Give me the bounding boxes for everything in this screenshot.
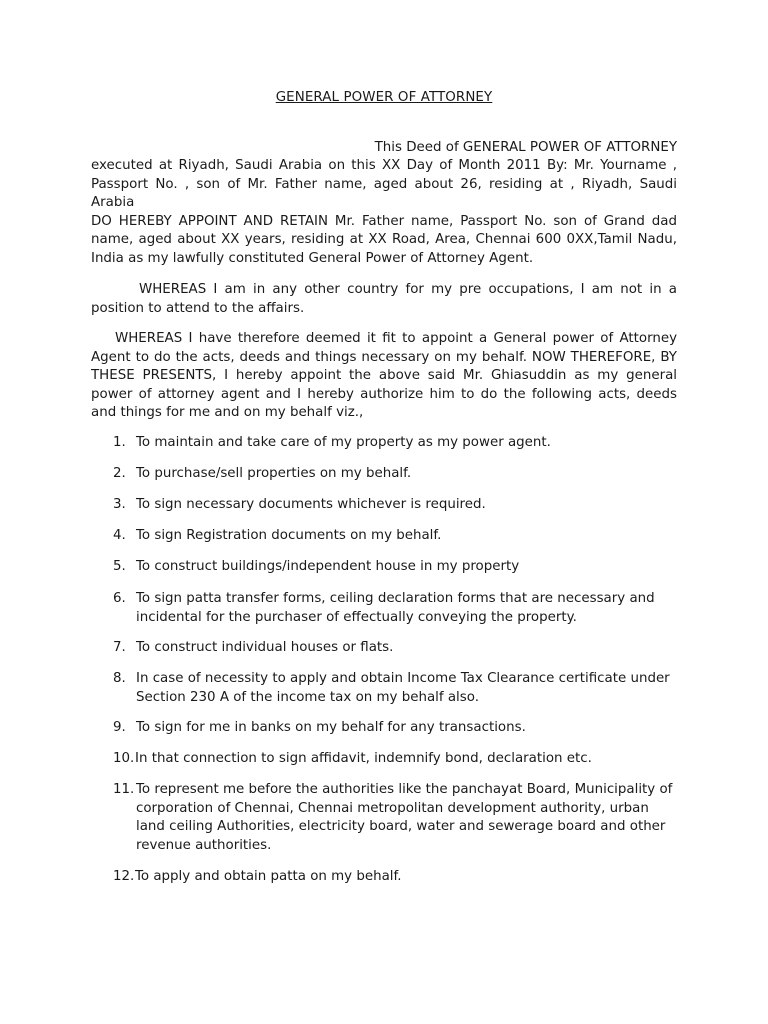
list-item-text: To construct buildings/independent house in my property — [136, 559, 520, 574]
list-item-number: 9. — [113, 720, 126, 735]
list-item-text: To sign patta transfer forms, ceiling declaration forms that are necessary and incidental for the purchaser of effectually conveying the property. — [136, 591, 655, 625]
list-item-text: In case of necessity to apply and obtain Income Tax Clearance certificate under Section 230 A of the income tax on my behalf also. — [136, 671, 670, 705]
whereas-paragraph-1: WHEREAS I am in any other country for my pre occupations, I am not in a position to attend to the affairs. — [91, 282, 677, 316]
list-item-text: To apply and obtain patta on my behalf. — [135, 869, 402, 884]
appointment-clause: DO HEREBY APPOINT AND RETAIN Mr. Father name, Passport No. son of Grand dad name, aged about XX years, residing at XX Road, Area, Chennai 600 0XX,Tamil Nadu, India as my lawfully constituted General Power of Attorney Agent. — [91, 213, 677, 266]
deed-opening-line: This Deed of GENERAL POWER OF ATTORNEY — [374, 140, 677, 155]
list-item-number: 5. — [113, 559, 126, 574]
list-item-text: To purchase/sell properties on my behalf. — [136, 466, 412, 481]
list-item-text: To construct individual houses or flats. — [136, 640, 394, 655]
deed-paragraph — [91, 157, 677, 268]
document-title: GENERAL POWER OF ATTORNEY — [275, 90, 493, 105]
list-item-number: 11. — [113, 782, 135, 797]
list-item-number: 4. — [113, 528, 126, 543]
whereas-paragraph-2: WHEREAS I have therefore deemed it fit to appoint a General power of Attorney Agent to do the acts, deeds and things necessary on my behalf. NOW THEREFORE, BY THESE PRESENTS, I hereby appoint the above said Mr. Ghiasuddin as my general power of attorney agent and I hereby authorize him to do the following acts, deeds and things for me and on my behalf viz., — [91, 331, 677, 420]
list-item-number: 3. — [113, 497, 126, 512]
list-item-text: To maintain and take care of my property as my power agent. — [136, 435, 551, 450]
list-item-text: To sign necessary documents whichever is required. — [136, 497, 486, 512]
list-item-number: 10. — [113, 751, 135, 766]
list-item-number: 7. — [113, 640, 126, 655]
list-item-number: 12. — [113, 869, 135, 884]
list-item-text: In that connection to sign affidavit, indemnify bond, declaration etc. — [135, 751, 592, 766]
deed-details: executed at Riyadh, Saudi Arabia on this XX Day of Month 2011 By: Mr. Yourname , Passport No. , son of Mr. Father name, aged about 26, residing at , Riyadh, Saudi Arabia — [91, 158, 677, 210]
list-item-text: To represent me before the authorities like the panchayat Board, Municipality of corporation of Chennai, Chennai metropolitan development authority, urban land ceiling Authorities, electricity board, water and sewerage board and other revenue authorities. — [136, 782, 673, 853]
list-item-number: 2. — [113, 466, 126, 481]
list-item-number: 8. — [113, 671, 126, 686]
list-item-number: 1. — [113, 435, 126, 450]
list-item-text: To sign for me in banks on my behalf for any transactions. — [136, 720, 526, 735]
list-item-number: 6. — [113, 591, 126, 606]
list-item-text: To sign Registration documents on my behalf. — [136, 528, 442, 543]
